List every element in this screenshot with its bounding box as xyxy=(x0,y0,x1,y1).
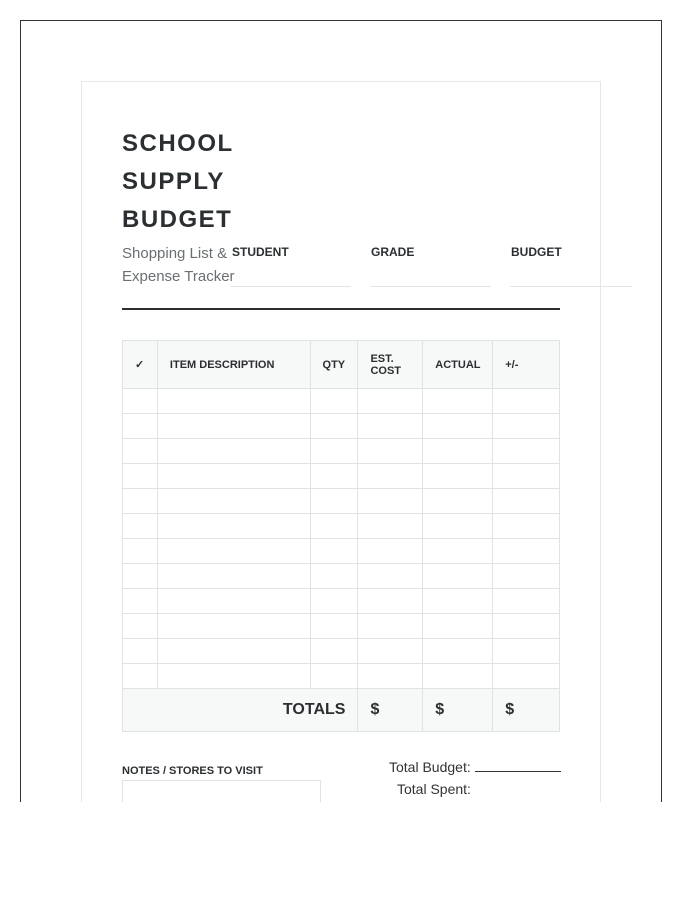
qty-cell[interactable] xyxy=(310,564,358,589)
actual-cell[interactable] xyxy=(423,614,493,639)
qty-cell[interactable] xyxy=(310,539,358,564)
est-cell[interactable] xyxy=(358,614,423,639)
diff-cell[interactable] xyxy=(493,389,560,414)
diff-cell[interactable] xyxy=(493,564,560,589)
item-cell[interactable] xyxy=(157,564,310,589)
notes-label: NOTES / STORES TO VISIT xyxy=(122,765,263,777)
item-cell[interactable] xyxy=(157,664,310,689)
header-check: ✓ xyxy=(123,341,158,389)
est-cell[interactable] xyxy=(358,514,423,539)
total-est[interactable]: $ xyxy=(358,689,423,732)
item-cell[interactable] xyxy=(157,589,310,614)
est-cell[interactable] xyxy=(358,464,423,489)
est-cell[interactable] xyxy=(358,664,423,689)
grade-label: GRADE xyxy=(371,245,415,259)
table-row xyxy=(123,539,560,564)
total-budget-summary xyxy=(389,759,561,775)
qty-cell[interactable] xyxy=(310,464,358,489)
qty-cell[interactable] xyxy=(310,489,358,514)
table-row xyxy=(123,514,560,539)
est-cell[interactable] xyxy=(358,639,423,664)
header-est-line: EST. xyxy=(370,352,394,365)
table-row xyxy=(123,489,560,514)
table-row xyxy=(123,564,560,589)
check-cell[interactable] xyxy=(123,539,158,564)
title-line: SCHOOL xyxy=(122,130,234,157)
header-est-line: COST xyxy=(370,364,401,377)
actual-cell[interactable] xyxy=(423,539,493,564)
table-row xyxy=(123,589,560,614)
actual-cell[interactable] xyxy=(423,664,493,689)
est-cell[interactable] xyxy=(358,389,423,414)
qty-cell[interactable] xyxy=(310,389,358,414)
diff-cell[interactable] xyxy=(493,639,560,664)
actual-cell[interactable] xyxy=(423,514,493,539)
header-actual: ACTUAL xyxy=(423,341,493,389)
title-line: SUPPLY xyxy=(122,168,225,195)
qty-cell[interactable] xyxy=(310,589,358,614)
qty-cell[interactable] xyxy=(310,664,358,689)
check-cell[interactable] xyxy=(123,564,158,589)
header-est-cost xyxy=(358,341,423,389)
table-row xyxy=(123,414,560,439)
table-row xyxy=(123,389,560,414)
header-diff: +/- xyxy=(493,341,560,389)
total-diff[interactable]: $ xyxy=(493,689,560,732)
table-row xyxy=(123,439,560,464)
check-cell[interactable] xyxy=(123,664,158,689)
qty-cell[interactable] xyxy=(310,414,358,439)
check-cell[interactable] xyxy=(123,614,158,639)
diff-cell[interactable] xyxy=(493,589,560,614)
grade-field[interactable] xyxy=(370,286,491,287)
est-cell[interactable] xyxy=(358,414,423,439)
student-field[interactable] xyxy=(231,286,351,287)
actual-cell[interactable] xyxy=(423,389,493,414)
supply-table xyxy=(122,340,560,732)
est-cell[interactable] xyxy=(358,489,423,514)
table-row xyxy=(123,614,560,639)
qty-cell[interactable] xyxy=(310,614,358,639)
actual-cell[interactable] xyxy=(423,489,493,514)
budget-label: BUDGET xyxy=(511,245,562,259)
notes-input[interactable] xyxy=(122,780,321,802)
header-qty: QTY xyxy=(310,341,358,389)
totals-label: TOTALS xyxy=(123,689,358,732)
est-cell[interactable] xyxy=(358,589,423,614)
item-cell[interactable] xyxy=(157,539,310,564)
item-cell[interactable] xyxy=(157,439,310,464)
actual-cell[interactable] xyxy=(423,589,493,614)
diff-cell[interactable] xyxy=(493,439,560,464)
check-cell[interactable] xyxy=(123,464,158,489)
totals-row xyxy=(123,689,560,732)
item-cell[interactable] xyxy=(157,614,310,639)
divider xyxy=(122,308,560,310)
header-item: ITEM DESCRIPTION xyxy=(157,341,310,389)
diff-cell[interactable] xyxy=(493,539,560,564)
student-label: STUDENT xyxy=(232,245,289,259)
check-cell[interactable] xyxy=(123,489,158,514)
est-cell[interactable] xyxy=(358,539,423,564)
budget-field[interactable] xyxy=(510,286,632,287)
check-cell[interactable] xyxy=(123,589,158,614)
item-cell[interactable] xyxy=(157,389,310,414)
check-cell[interactable] xyxy=(123,389,158,414)
item-cell[interactable] xyxy=(157,414,310,439)
item-cell[interactable] xyxy=(157,514,310,539)
diff-cell[interactable] xyxy=(493,614,560,639)
table-row xyxy=(123,664,560,689)
est-cell[interactable] xyxy=(358,564,423,589)
diff-cell[interactable] xyxy=(493,664,560,689)
page-title xyxy=(122,125,234,239)
total-spent-label: Total Spent: xyxy=(397,781,471,797)
actual-cell[interactable] xyxy=(423,564,493,589)
diff-cell[interactable] xyxy=(493,464,560,489)
table-row xyxy=(123,464,560,489)
diff-cell[interactable] xyxy=(493,414,560,439)
item-cell[interactable] xyxy=(157,639,310,664)
est-cell[interactable] xyxy=(358,439,423,464)
qty-cell[interactable] xyxy=(310,639,358,664)
subtitle-line: Expense Tracker xyxy=(122,268,235,285)
document-frame xyxy=(20,20,662,802)
table-header-row xyxy=(123,341,560,389)
total-budget-line[interactable] xyxy=(475,760,561,772)
total-budget-label: Total Budget: xyxy=(389,759,471,775)
item-cell[interactable] xyxy=(157,489,310,514)
check-cell[interactable] xyxy=(123,439,158,464)
actual-cell[interactable] xyxy=(423,439,493,464)
table-row xyxy=(123,639,560,664)
check-cell[interactable] xyxy=(123,514,158,539)
actual-cell[interactable] xyxy=(423,414,493,439)
title-line: BUDGET xyxy=(122,206,233,233)
qty-cell[interactable] xyxy=(310,514,358,539)
total-actual[interactable]: $ xyxy=(423,689,493,732)
diff-cell[interactable] xyxy=(493,489,560,514)
actual-cell[interactable] xyxy=(423,464,493,489)
subtitle xyxy=(122,242,235,288)
item-cell[interactable] xyxy=(157,464,310,489)
subtitle-line: Shopping List & xyxy=(122,245,228,262)
qty-cell[interactable] xyxy=(310,439,358,464)
check-cell[interactable] xyxy=(123,414,158,439)
check-cell[interactable] xyxy=(123,639,158,664)
actual-cell[interactable] xyxy=(423,639,493,664)
diff-cell[interactable] xyxy=(493,514,560,539)
